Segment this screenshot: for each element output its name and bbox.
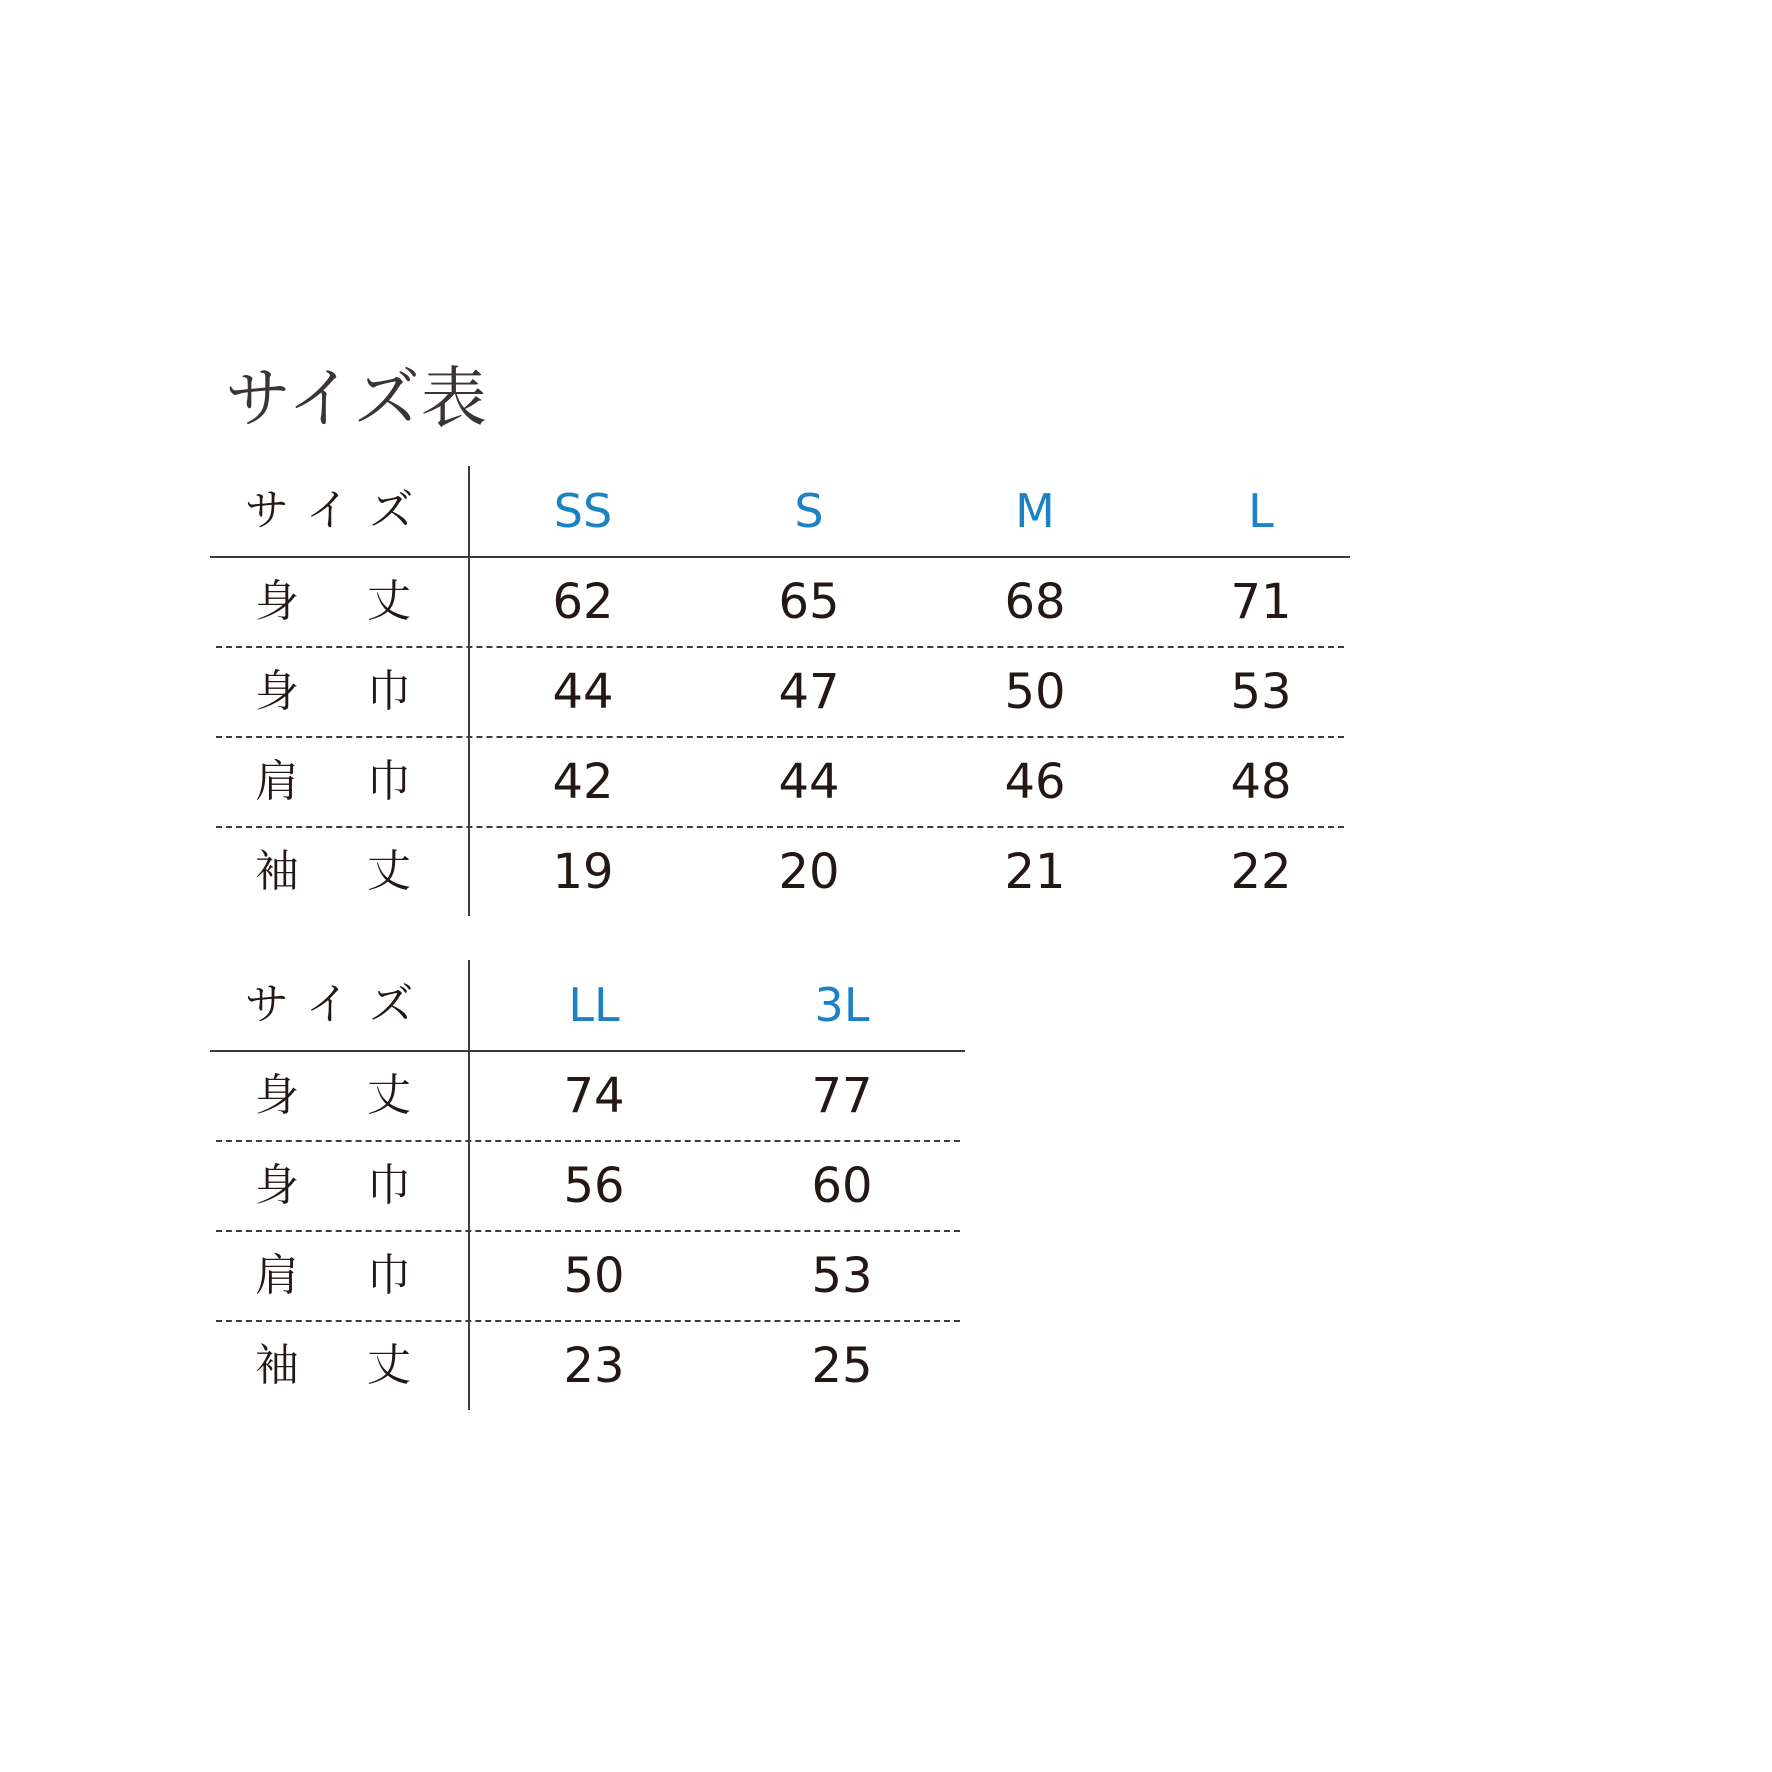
value-cell: 25	[811, 1338, 873, 1394]
size-table-2	[210, 960, 965, 1410]
value-cell: 44	[778, 754, 840, 810]
value-cell: 48	[1230, 754, 1292, 810]
value-cell: 60	[811, 1158, 873, 1214]
column-divider	[468, 466, 470, 916]
table-row-sleeve-length	[210, 827, 1350, 917]
row-label-sleeve-length: 袖 丈	[255, 846, 423, 897]
row-label-body-width: 身 巾	[255, 1160, 423, 1211]
size-heading-m: M	[1015, 484, 1055, 538]
table-row-sleeve-length	[210, 1321, 965, 1411]
row-label-body-length: 身 丈	[255, 576, 423, 627]
value-cell: 68	[1004, 574, 1066, 630]
value-cell: 77	[811, 1068, 873, 1124]
table-header-row	[210, 960, 965, 1050]
row-label-shoulder-width: 肩 巾	[255, 756, 423, 807]
table-row-body-width	[210, 647, 1350, 737]
row-label-sleeve-length: 袖 丈	[255, 1340, 423, 1391]
value-cell: 53	[811, 1248, 873, 1304]
value-cell: 65	[778, 574, 840, 630]
table-header-row	[210, 466, 1350, 556]
value-cell: 46	[1004, 754, 1066, 810]
value-cell: 19	[552, 844, 614, 900]
size-header-label: サイズ	[244, 485, 434, 536]
size-heading-l: L	[1248, 484, 1274, 538]
value-cell: 21	[1004, 844, 1066, 900]
value-cell: 74	[563, 1068, 625, 1124]
table-row-shoulder-width	[210, 737, 1350, 827]
row-label-shoulder-width: 肩 巾	[255, 1250, 423, 1301]
size-header-label: サイズ	[244, 979, 434, 1030]
value-cell: 22	[1230, 844, 1292, 900]
value-cell: 50	[563, 1248, 625, 1304]
column-divider	[468, 960, 470, 1410]
value-cell: 44	[552, 664, 614, 720]
value-cell: 62	[552, 574, 614, 630]
table-row-body-width	[210, 1141, 965, 1231]
row-label-body-length: 身 丈	[255, 1070, 423, 1121]
value-cell: 47	[778, 664, 840, 720]
size-heading-s: S	[794, 484, 824, 538]
size-heading-ss: SS	[553, 484, 613, 538]
value-cell: 42	[552, 754, 614, 810]
row-label-body-width: 身 巾	[255, 666, 423, 717]
size-heading-ll: LL	[568, 978, 620, 1032]
value-cell: 23	[563, 1338, 625, 1394]
table-row-shoulder-width	[210, 1231, 965, 1321]
value-cell: 50	[1004, 664, 1066, 720]
table-row-body-length	[210, 557, 1350, 647]
value-cell: 71	[1230, 574, 1292, 630]
value-cell: 20	[778, 844, 840, 900]
size-table-1	[210, 466, 1350, 916]
value-cell: 53	[1230, 664, 1292, 720]
page-title: サイズ表	[225, 360, 488, 437]
value-cell: 56	[563, 1158, 625, 1214]
table-row-body-length	[210, 1051, 965, 1141]
size-heading-3l: 3L	[814, 978, 870, 1032]
